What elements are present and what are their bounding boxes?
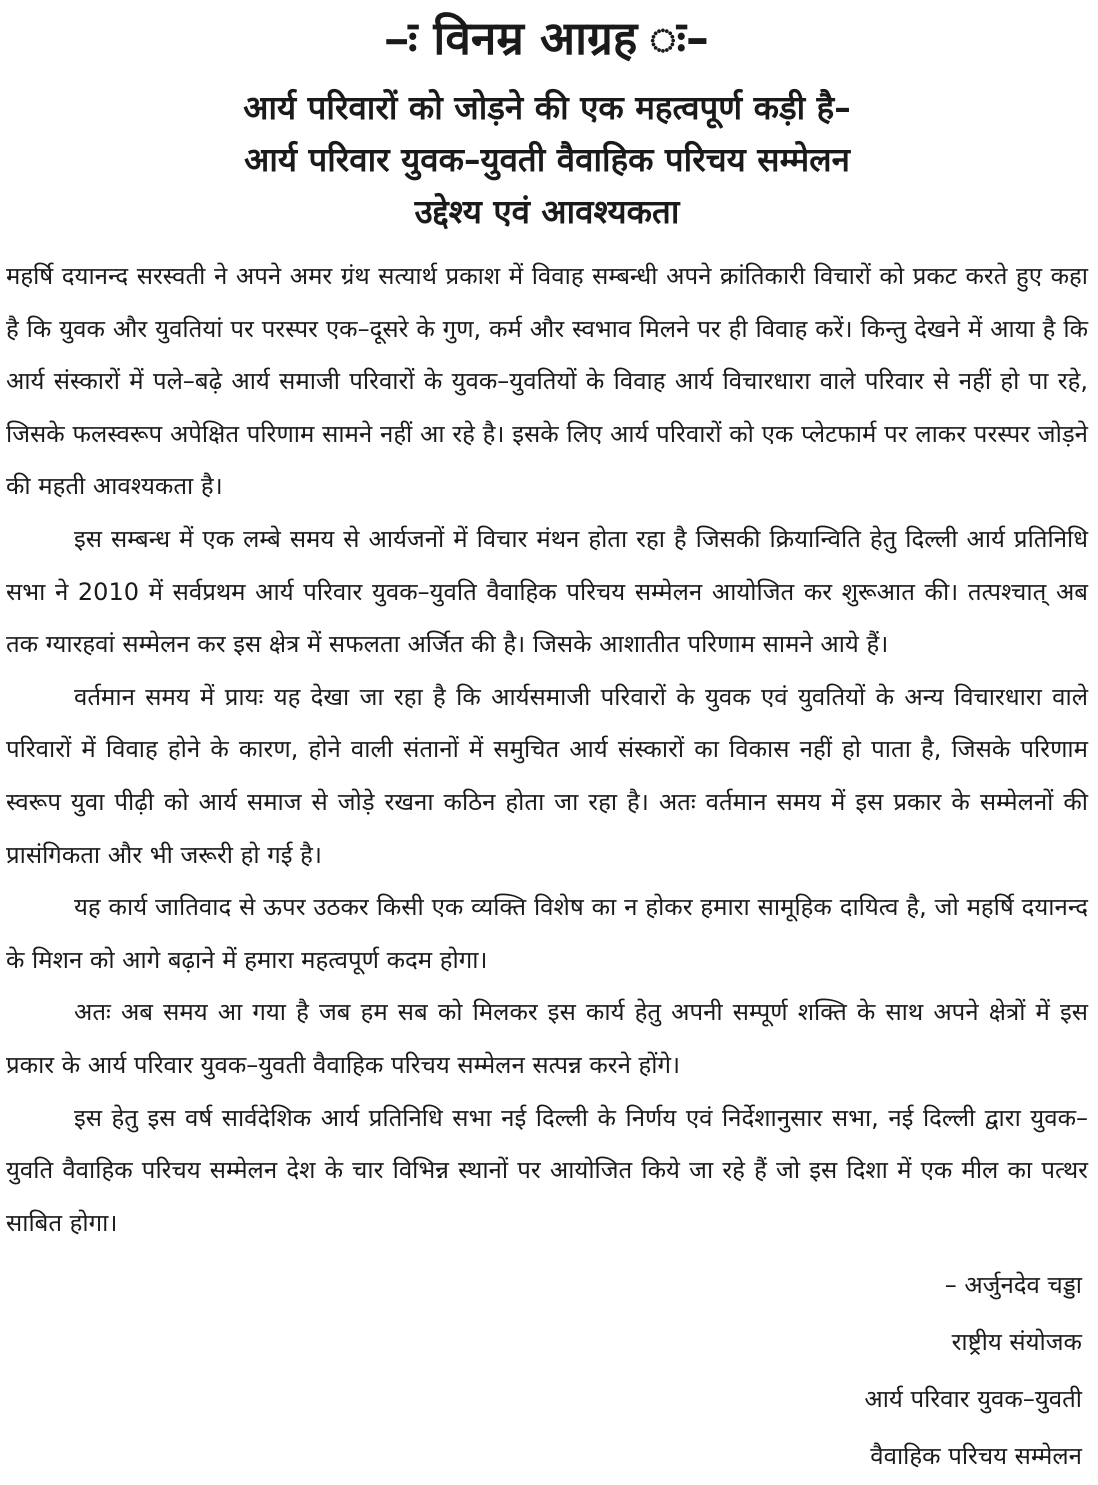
heading-line-2: आर्य परिवार युवक–युवती वैवाहिक परिचय सम्मेलन (244, 140, 850, 179)
paragraph-6: इस हेतु इस वर्ष सार्वदेशिक आर्य प्रतिनिधि सभा नई दिल्ली के निर्णय एवं निर्देशानुसार सभा, नई दिल्ली द्वारा युवक–युवति वैवाहिक परिचय सम्मेलन देश के चार विभिन्न स्थानों पर आयोजित किये जा रहे हैं जो इस दिशा में एक मील का पत्थर साबित होगा। (6, 1103, 1088, 1237)
body-content (6, 250, 1088, 1249)
heading-block (6, 82, 1088, 238)
heading-line-3: उद्देश्य एवं आवश्यकता (414, 192, 680, 231)
page-title: –ः विनम्र आग्रह ः– (385, 11, 709, 65)
signatory-name: – अर्जुनदेव चड्डा (944, 1271, 1082, 1300)
signatory-org-line-1: आर्य परिवार युवक–युवती (864, 1385, 1082, 1414)
heading-line-1: आर्य परिवारों को जोड़ने की एक महत्वपूर्ण कड़ी है– (243, 88, 851, 127)
paragraph-4: यह कार्य जातिवाद से ऊपर उठकर किसी एक व्यक्ति विशेष का न होकर हमारा सामूहिक दायित्व है, जो महर्षि दयानन्द के मिशन को आगे बढ़ाने में हमारा महत्वपूर्ण कदम होगा। (6, 893, 1088, 974)
paragraph-3: वर्तमान समय में प्रायः यह देखा जा रहा है कि आर्यसमाजी परिवारों के युवक एवं युवतियों के अन्य विचारधारा वाले परिवारों में विवाह होने के कारण, होने वाली संतानों में समुचित आर्य संस्कारों का विकास नहीं हो पाता है, जिसके परिणाम स्वरूप युवा पीढ़ी को आर्य समाज से जोड़े रखना कठिन होता जा रहा है। अतः वर्तमान समय में इस प्रकार के सम्मेलनों की प्रासंगिकता और भी जरूरी हो गई है। (6, 682, 1088, 869)
paragraph-2: इस सम्बन्ध में एक लम्बे समय से आर्यजनों में विचार मंथन होता रहा है जिसकी क्रियान्विति हेतु दिल्ली आर्य प्रतिनिधि सभा ने 2010 में सर्वप्रथम आर्य परिवार युवक–युवति वैवाहिक परिचय सम्मेलन आयोजित कर शुरूआत की। तत्पश्चात् अब तक ग्यारहवां सम्मेलन कर इस क्षेत्र में सफलता अर्जित की है। जिसके आशातीत परिणाम सामने आये हैं। (6, 524, 1088, 659)
paragraph-5: अतः अब समय आ गया है जब हम सब को मिलकर इस कार्य हेतु अपनी सम्पूर्ण शक्ति के साथ अपने क्षेत्रों में इस प्रकार के आर्य परिवार युवक–युवती वैवाहिक परिचय सम्मेलन सत्पन्न करने होंगे। (6, 998, 1088, 1079)
signatory-designation: राष्ट्रीय संयोजक (951, 1328, 1082, 1357)
paragraph-1: महर्षि दयानन्द सरस्वती ने अपने अमर ग्रंथ सत्यार्थ प्रकाश में विवाह सम्बन्धी अपने क्रांतिकारी विचारों को प्रकट करते हुए कहा है कि युवक और युवतियां पर परस्पर एक–दूसरे के गुण, कर्म और स्वभाव मिलने पर ही विवाह करें। किन्तु देखने में आया है कि आर्य संस्कारों में पले–बढ़े आर्य समाजी परिवारों के युवक–युवतियों के विवाह आर्य विचारधारा वाले परिवार से नहीं हो पा रहे, जिसके फलस्वरूप अपेक्षित परिणाम सामने नहीं आ रहे है। इसके लिए आर्य परिवारों को एक प्लेटफार्म पर लाकर परस्पर जोड़ने की महती आवश्यकता है। (6, 262, 1088, 501)
signature-block (6, 1257, 1088, 1485)
signatory-org-line-2: वैवाहिक परिचय सम्मेलन (870, 1442, 1082, 1471)
